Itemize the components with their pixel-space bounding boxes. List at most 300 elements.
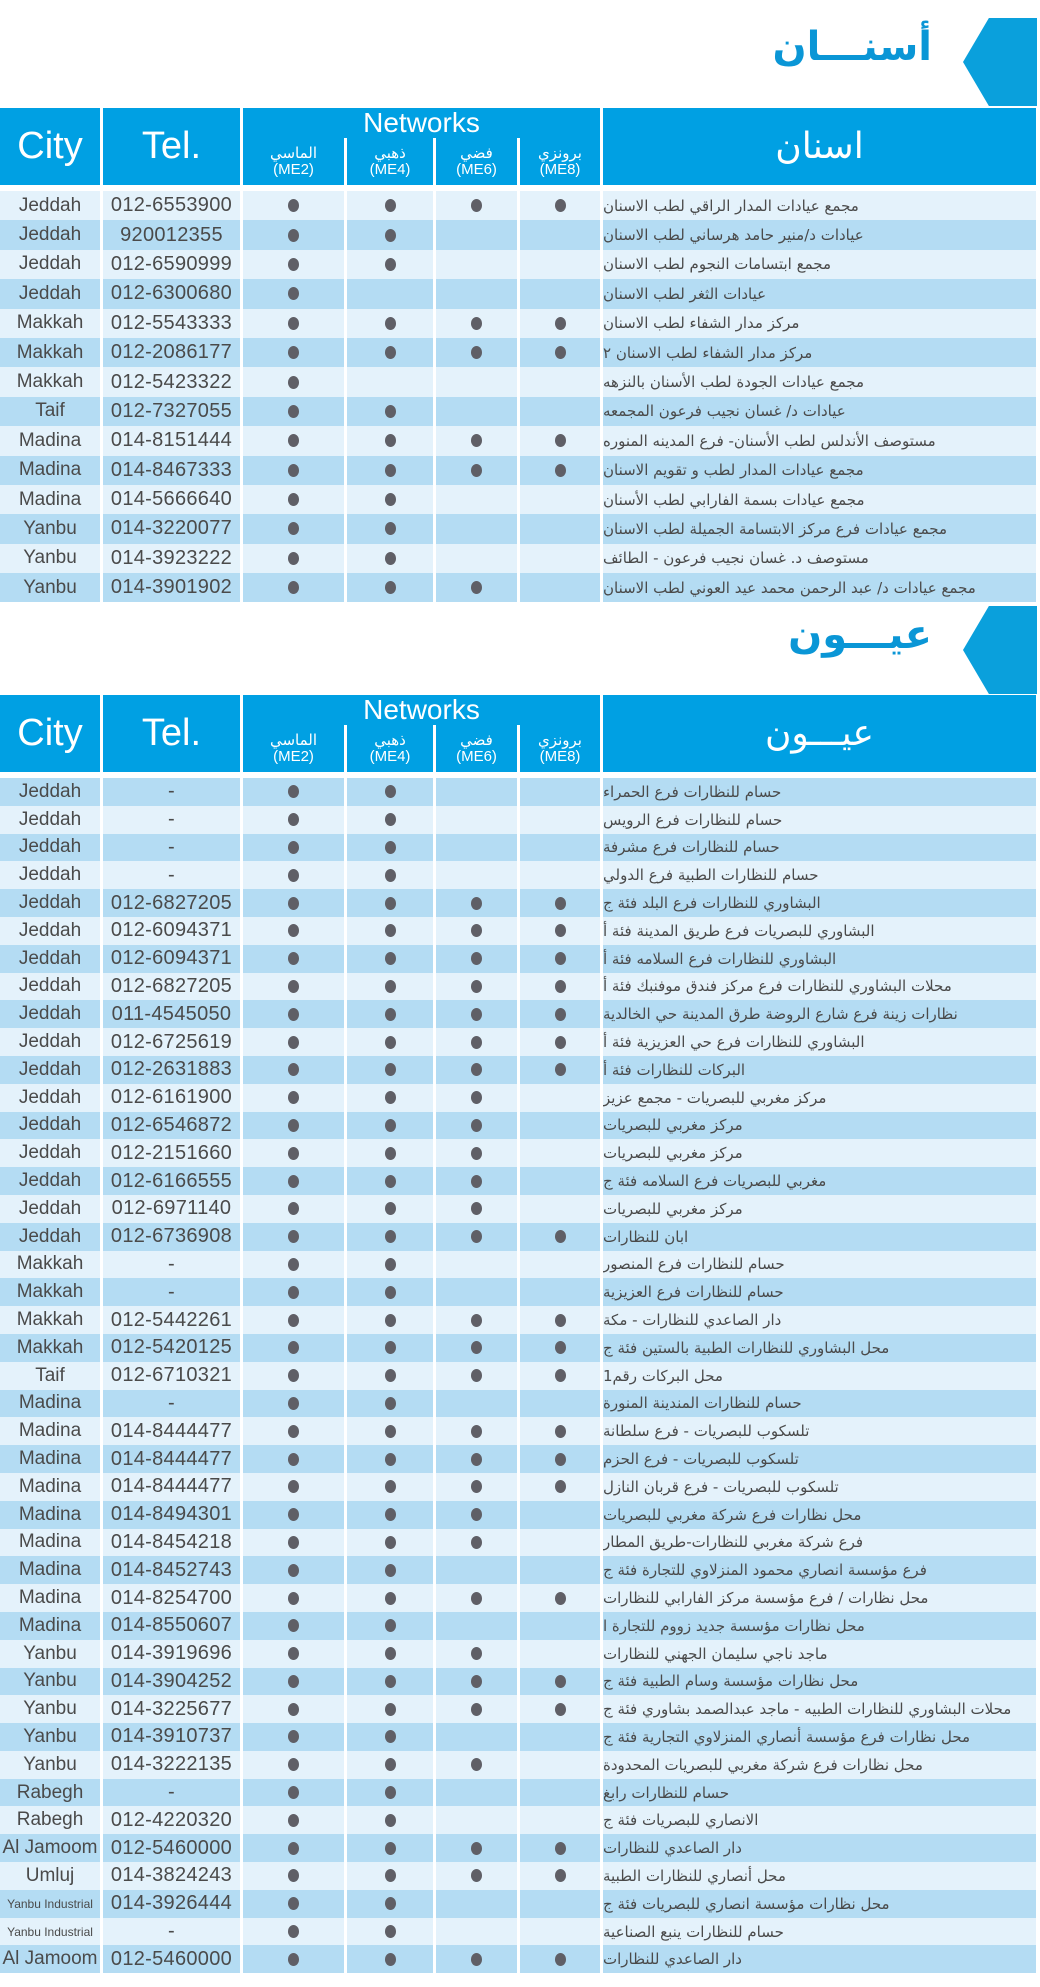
- network-included-dot-icon: [385, 1202, 396, 1215]
- phone-cell: 012-6546872: [103, 1112, 240, 1140]
- provider-name-cell: محل نظارات / فرع مؤسسة مركز الفارابي للنظارات: [603, 1584, 1036, 1612]
- network-cell-me8: [520, 1112, 600, 1140]
- table-row: [0, 1501, 1036, 1529]
- network-included-dot-icon: [385, 1063, 396, 1076]
- network-cell-me2: [243, 1473, 344, 1501]
- network-cell-me2: [243, 338, 344, 367]
- table-row: [0, 1862, 1036, 1890]
- network-cell-me4: [347, 1779, 433, 1807]
- network-cell-me8: [520, 544, 600, 573]
- provider-name-cell: البشاوري للنظارات فرع السلامه فئة أ: [603, 945, 1036, 973]
- provider-name-cell: عيادات د/منير حامد هرساني لطب الاسنان: [603, 220, 1036, 249]
- network-cell-me6: [436, 1695, 517, 1723]
- network-cell-me2: [243, 1445, 344, 1473]
- header-networks: Networks: [243, 108, 600, 138]
- phone-cell: 014-8151444: [103, 426, 240, 455]
- network-included-dot-icon: [288, 980, 299, 993]
- network-included-dot-icon: [288, 1230, 299, 1243]
- network-cell-me6: [436, 917, 517, 945]
- network-included-dot-icon: [471, 1036, 482, 1049]
- network-cell-me4: [347, 338, 433, 367]
- network-cell-me6: [436, 834, 517, 862]
- network-cell-me8: [520, 1501, 600, 1529]
- header-city: City: [0, 695, 100, 772]
- table-row: [0, 1834, 1036, 1862]
- table-row: [0, 1306, 1036, 1334]
- phone-cell: 012-6553900: [103, 191, 240, 220]
- table-row: [0, 1445, 1036, 1473]
- network-included-dot-icon: [385, 522, 396, 535]
- network-included-dot-icon: [471, 1425, 482, 1438]
- city-cell: Yanbu: [0, 573, 100, 602]
- network-cell-me6: [436, 397, 517, 426]
- network-cell-me8: [520, 279, 600, 308]
- network-cell-me6: [436, 1445, 517, 1473]
- network-included-dot-icon: [385, 1036, 396, 1049]
- network-included-dot-icon: [385, 581, 396, 594]
- network-cell-me4: [347, 1084, 433, 1112]
- city-cell: Yanbu: [0, 1668, 100, 1696]
- city-cell: Al Jamoom: [0, 1945, 100, 1973]
- network-included-dot-icon: [555, 346, 566, 359]
- header-provider-name: اسنان: [603, 108, 1036, 185]
- network-included-dot-icon: [288, 1897, 299, 1910]
- provider-name-cell: مجمع عيادات المدار الراقي لطب الاسنان: [603, 191, 1036, 220]
- section-heading: عيـــون: [788, 612, 932, 658]
- city-cell: Jeddah: [0, 806, 100, 834]
- network-cell-me8: [520, 889, 600, 917]
- phone-cell: 012-6827205: [103, 889, 240, 917]
- network-cell-me8: [520, 1945, 600, 1973]
- network-cell-me8: [520, 1751, 600, 1779]
- network-included-dot-icon: [471, 952, 482, 965]
- network-included-dot-icon: [288, 1369, 299, 1382]
- network-cell-me8: [520, 1529, 600, 1557]
- network-included-dot-icon: [288, 1397, 299, 1410]
- network-cell-me8: [520, 397, 600, 426]
- provider-name-cell: تلسكوب للبصريات - فرع قربان النازل: [603, 1473, 1036, 1501]
- network-included-dot-icon: [385, 493, 396, 506]
- network-included-dot-icon: [288, 1341, 299, 1354]
- network-cell-me6: [436, 1945, 517, 1973]
- phone-cell: 014-3926444: [103, 1890, 240, 1918]
- network-included-dot-icon: [288, 1814, 299, 1827]
- table-row: [0, 1223, 1036, 1251]
- provider-name-cell: فرع شركة مغربي للنظارات-طريق المطار: [603, 1529, 1036, 1557]
- provider-name-cell: حسام للنظارات فرع مشرفة: [603, 834, 1036, 862]
- city-cell: Yanbu Industrial: [0, 1918, 100, 1946]
- network-included-dot-icon: [471, 1536, 482, 1549]
- network-cell-me4: [347, 1390, 433, 1418]
- network-cell-me2: [243, 1723, 344, 1751]
- city-cell: Umluj: [0, 1862, 100, 1890]
- network-cell-me6: [436, 191, 517, 220]
- provider-name-cell: الانصاري للبصريات فئة ج: [603, 1806, 1036, 1834]
- network-included-dot-icon: [385, 924, 396, 937]
- network-cell-me8: [520, 1806, 600, 1834]
- phone-cell: 014-8467333: [103, 456, 240, 485]
- network-included-dot-icon: [288, 1758, 299, 1771]
- phone-cell: 014-5666640: [103, 485, 240, 514]
- network-cell-me2: [243, 1000, 344, 1028]
- city-cell: Madina: [0, 1417, 100, 1445]
- network-cell-me2: [243, 573, 344, 602]
- table-row: [0, 1028, 1036, 1056]
- network-included-dot-icon: [471, 1869, 482, 1882]
- network-included-dot-icon: [288, 199, 299, 212]
- phone-cell: 012-6161900: [103, 1084, 240, 1112]
- network-cell-me4: [347, 1556, 433, 1584]
- header-city: City: [0, 108, 100, 185]
- table-row: [0, 1167, 1036, 1195]
- city-cell: Madina: [0, 1612, 100, 1640]
- network-cell-me2: [243, 426, 344, 455]
- phone-cell: 012-6590999: [103, 250, 240, 279]
- network-included-dot-icon: [288, 1786, 299, 1799]
- provider-name-cell: حسام للنظارات فرع العزيزية: [603, 1278, 1036, 1306]
- network-included-dot-icon: [385, 1786, 396, 1799]
- city-cell: Jeddah: [0, 1028, 100, 1056]
- table-row: [0, 1251, 1036, 1279]
- network-included-dot-icon: [288, 897, 299, 910]
- network-included-dot-icon: [555, 1425, 566, 1438]
- phone-cell: 012-6736908: [103, 1223, 240, 1251]
- network-included-dot-icon: [385, 1341, 396, 1354]
- network-cell-me4: [347, 917, 433, 945]
- network-cell-me2: [243, 220, 344, 249]
- phone-cell: 012-5423322: [103, 367, 240, 396]
- tier-arabic-label: ذهبي: [374, 730, 406, 749]
- network-included-dot-icon: [288, 952, 299, 965]
- city-cell: Madina: [0, 1390, 100, 1418]
- provider-name-cell: حسام للنظارات الطبية فرع الدولي: [603, 861, 1036, 889]
- phone-cell: 012-4220320: [103, 1806, 240, 1834]
- network-included-dot-icon: [471, 1480, 482, 1493]
- network-included-dot-icon: [555, 1341, 566, 1354]
- network-cell-me6: [436, 1390, 517, 1418]
- network-cell-me6: [436, 889, 517, 917]
- provider-name-cell: مركز مغربي للبصريات: [603, 1195, 1036, 1223]
- tier-code: (ME8): [539, 160, 581, 178]
- phone-cell: -: [103, 806, 240, 834]
- network-cell-me8: [520, 456, 600, 485]
- network-included-dot-icon: [385, 1592, 396, 1605]
- network-included-dot-icon: [288, 1147, 299, 1160]
- city-cell: Jeddah: [0, 279, 100, 308]
- network-cell-me8: [520, 1862, 600, 1890]
- network-cell-me6: [436, 1612, 517, 1640]
- network-cell-me2: [243, 1195, 344, 1223]
- network-cell-me8: [520, 1362, 600, 1390]
- network-cell-me4: [347, 514, 433, 543]
- network-included-dot-icon: [471, 1647, 482, 1660]
- header-tier-me4: [347, 138, 433, 185]
- network-cell-me6: [436, 806, 517, 834]
- network-included-dot-icon: [288, 1202, 299, 1215]
- phone-cell: 012-6827205: [103, 973, 240, 1001]
- network-cell-me8: [520, 1334, 600, 1362]
- network-cell-me8: [520, 1306, 600, 1334]
- city-cell: Madina: [0, 1445, 100, 1473]
- network-cell-me8: [520, 1779, 600, 1807]
- city-cell: Jeddah: [0, 1167, 100, 1195]
- network-included-dot-icon: [471, 897, 482, 910]
- network-included-dot-icon: [555, 980, 566, 993]
- arrow-tab-icon: [963, 606, 1037, 694]
- provider-name-cell: عيادات د/ غسان نجيب فرعون المجمعه: [603, 397, 1036, 426]
- network-included-dot-icon: [471, 1758, 482, 1771]
- table-row: [0, 220, 1036, 249]
- network-included-dot-icon: [288, 1730, 299, 1743]
- table-row: [0, 861, 1036, 889]
- network-included-dot-icon: [288, 1953, 299, 1966]
- network-cell-me6: [436, 544, 517, 573]
- network-included-dot-icon: [471, 1175, 482, 1188]
- city-cell: Makkah: [0, 1334, 100, 1362]
- network-cell-me8: [520, 250, 600, 279]
- network-included-dot-icon: [471, 1508, 482, 1521]
- network-cell-me2: [243, 1501, 344, 1529]
- network-included-dot-icon: [555, 1842, 566, 1855]
- table-row: [0, 1362, 1036, 1390]
- table-row: [0, 191, 1036, 220]
- network-included-dot-icon: [555, 1480, 566, 1493]
- city-cell: Makkah: [0, 1251, 100, 1279]
- network-included-dot-icon: [471, 434, 482, 447]
- network-included-dot-icon: [385, 317, 396, 330]
- provider-name-cell: مستوصف د. غسان نجيب فرعون - الطائف: [603, 544, 1036, 573]
- table-header: [0, 108, 1036, 188]
- city-cell: Jeddah: [0, 1056, 100, 1084]
- section-title: [0, 18, 1040, 106]
- network-cell-me4: [347, 889, 433, 917]
- network-cell-me6: [436, 220, 517, 249]
- provider-name-cell: البركات للنظارات فئة أ: [603, 1056, 1036, 1084]
- table-row: [0, 1084, 1036, 1112]
- network-included-dot-icon: [471, 1341, 482, 1354]
- network-cell-me2: [243, 834, 344, 862]
- network-cell-me2: [243, 1223, 344, 1251]
- network-cell-me2: [243, 973, 344, 1001]
- network-cell-me4: [347, 1945, 433, 1973]
- network-cell-me6: [436, 1890, 517, 1918]
- network-cell-me2: [243, 889, 344, 917]
- phone-cell: 012-5442261: [103, 1306, 240, 1334]
- network-included-dot-icon: [385, 1758, 396, 1771]
- network-cell-me6: [436, 426, 517, 455]
- provider-name-cell: محل البركات رقم1: [603, 1362, 1036, 1390]
- phone-cell: 014-3225677: [103, 1695, 240, 1723]
- network-cell-me4: [347, 397, 433, 426]
- network-cell-me2: [243, 1556, 344, 1584]
- table-row: [0, 1695, 1036, 1723]
- network-included-dot-icon: [471, 1063, 482, 1076]
- city-cell: Madina: [0, 1473, 100, 1501]
- provider-name-cell: محل نظارات مؤسسة انصاري للبصريات فئة ج: [603, 1890, 1036, 1918]
- provider-name-cell: مركز مدار الشفاء لطب الاسنان: [603, 309, 1036, 338]
- network-cell-me2: [243, 191, 344, 220]
- phone-cell: 012-6094371: [103, 945, 240, 973]
- network-cell-me8: [520, 1668, 600, 1696]
- network-included-dot-icon: [385, 1536, 396, 1549]
- section-heading: أسنـــان: [772, 24, 932, 70]
- city-cell: Makkah: [0, 338, 100, 367]
- phone-cell: -: [103, 834, 240, 862]
- network-cell-me4: [347, 1918, 433, 1946]
- network-included-dot-icon: [288, 552, 299, 565]
- provider-name-cell: محل نظارات فرع مؤسسة أنصاري المنزلاوي التجارية فئة ج: [603, 1723, 1036, 1751]
- provider-name-cell: تلسكوب للبصريات - فرع الحزم: [603, 1445, 1036, 1473]
- network-included-dot-icon: [555, 1953, 566, 1966]
- network-cell-me4: [347, 806, 433, 834]
- network-cell-me8: [520, 367, 600, 396]
- table-row: [0, 1612, 1036, 1640]
- table-row: [0, 1668, 1036, 1696]
- network-cell-me2: [243, 1417, 344, 1445]
- network-cell-me6: [436, 514, 517, 543]
- network-included-dot-icon: [385, 785, 396, 798]
- network-included-dot-icon: [555, 897, 566, 910]
- network-cell-me2: [243, 544, 344, 573]
- network-cell-me8: [520, 191, 600, 220]
- phone-cell: 012-6971140: [103, 1195, 240, 1223]
- city-cell: Yanbu Industrial: [0, 1890, 100, 1918]
- network-included-dot-icon: [385, 1175, 396, 1188]
- phone-cell: 014-3919696: [103, 1640, 240, 1668]
- network-included-dot-icon: [385, 980, 396, 993]
- network-included-dot-icon: [288, 1453, 299, 1466]
- arrow-tab-icon: [963, 18, 1037, 106]
- network-cell-me6: [436, 338, 517, 367]
- network-cell-me4: [347, 945, 433, 973]
- network-cell-me8: [520, 1918, 600, 1946]
- network-cell-me6: [436, 456, 517, 485]
- network-included-dot-icon: [471, 1119, 482, 1132]
- provider-name-cell: حسام للنظارات فرع المنصور: [603, 1251, 1036, 1279]
- network-included-dot-icon: [288, 258, 299, 271]
- network-included-dot-icon: [555, 924, 566, 937]
- network-included-dot-icon: [385, 229, 396, 242]
- network-cell-me8: [520, 1612, 600, 1640]
- network-included-dot-icon: [385, 1091, 396, 1104]
- network-cell-me6: [436, 1334, 517, 1362]
- network-cell-me2: [243, 778, 344, 806]
- network-included-dot-icon: [288, 405, 299, 418]
- city-cell: Rabegh: [0, 1806, 100, 1834]
- table-row: [0, 1417, 1036, 1445]
- provider-name-cell: محل البشاوري للنظارات الطبية بالستين فئة ج: [603, 1334, 1036, 1362]
- header-tel: Tel.: [103, 108, 240, 185]
- network-included-dot-icon: [555, 1703, 566, 1716]
- network-included-dot-icon: [471, 924, 482, 937]
- tier-arabic-label: فضي: [460, 730, 493, 749]
- city-cell: Yanbu: [0, 1640, 100, 1668]
- table-row: [0, 309, 1036, 338]
- city-cell: Yanbu: [0, 514, 100, 543]
- network-included-dot-icon: [385, 1147, 396, 1160]
- network-cell-me8: [520, 1445, 600, 1473]
- provider-name-cell: محل نظارات مؤسسة جديد زووم للتجارة ا: [603, 1612, 1036, 1640]
- network-cell-me6: [436, 367, 517, 396]
- network-included-dot-icon: [555, 464, 566, 477]
- network-cell-me4: [347, 1834, 433, 1862]
- provider-name-cell: محل نظارات فرع شركة مغربي للبصريات: [603, 1501, 1036, 1529]
- network-included-dot-icon: [555, 1675, 566, 1688]
- phone-cell: 920012355: [103, 220, 240, 249]
- provider-name-cell: دار الصاعدي للنظارات - مكة: [603, 1306, 1036, 1334]
- network-cell-me2: [243, 1890, 344, 1918]
- table-row: [0, 1195, 1036, 1223]
- network-cell-me8: [520, 1223, 600, 1251]
- network-cell-me4: [347, 1112, 433, 1140]
- network-cell-me2: [243, 1640, 344, 1668]
- table-row: [0, 1918, 1036, 1946]
- network-included-dot-icon: [288, 287, 299, 300]
- network-cell-me2: [243, 1529, 344, 1557]
- provider-name-cell: مركز مغربي للبصريات - مجمع عزيز: [603, 1084, 1036, 1112]
- provider-name-cell: محلات البشاوري للنظارات الطبيه - ماجد عبدالصمد بشاوري فئة ج: [603, 1695, 1036, 1723]
- phone-cell: -: [103, 861, 240, 889]
- provider-name-cell: مغربي للبصريات فرع السلامه فئة ج: [603, 1167, 1036, 1195]
- network-cell-me2: [243, 1390, 344, 1418]
- network-included-dot-icon: [385, 1230, 396, 1243]
- network-cell-me4: [347, 973, 433, 1001]
- network-cell-me8: [520, 426, 600, 455]
- network-cell-me8: [520, 1139, 600, 1167]
- provider-name-cell: حسام للنظارات فرع الرويس: [603, 806, 1036, 834]
- network-cell-me6: [436, 1084, 517, 1112]
- phone-cell: 012-6725619: [103, 1028, 240, 1056]
- table-row: [0, 397, 1036, 426]
- tier-arabic-label: ذهبي: [374, 143, 406, 162]
- network-cell-me4: [347, 1278, 433, 1306]
- network-cell-me4: [347, 1334, 433, 1362]
- network-included-dot-icon: [471, 1703, 482, 1716]
- network-included-dot-icon: [288, 1314, 299, 1327]
- network-cell-me4: [347, 426, 433, 455]
- city-cell: Madina: [0, 456, 100, 485]
- phone-cell: 014-8444477: [103, 1417, 240, 1445]
- network-cell-me8: [520, 338, 600, 367]
- tier-code: (ME6): [456, 160, 497, 178]
- network-included-dot-icon: [385, 1425, 396, 1438]
- network-cell-me4: [347, 1695, 433, 1723]
- section-title: [0, 606, 1040, 694]
- table-row: [0, 573, 1036, 602]
- network-cell-me2: [243, 1945, 344, 1973]
- network-cell-me2: [243, 279, 344, 308]
- network-included-dot-icon: [288, 1008, 299, 1021]
- provider-name-cell: مركز مغربي للبصريات: [603, 1139, 1036, 1167]
- network-cell-me2: [243, 1862, 344, 1890]
- tier-code: (ME2): [273, 747, 314, 765]
- city-cell: Madina: [0, 426, 100, 455]
- provider-name-cell: حسام للنظارات ينبع الصناعية: [603, 1918, 1036, 1946]
- network-cell-me2: [243, 1668, 344, 1696]
- provider-name-cell: مركز مدار الشفاء لطب الاسنان ٢: [603, 338, 1036, 367]
- network-cell-me2: [243, 485, 344, 514]
- network-cell-me8: [520, 1695, 600, 1723]
- network-included-dot-icon: [555, 434, 566, 447]
- provider-name-cell: محل أنصاري للنظارات الطبية: [603, 1862, 1036, 1890]
- network-included-dot-icon: [288, 1564, 299, 1577]
- network-cell-me8: [520, 973, 600, 1001]
- network-included-dot-icon: [288, 924, 299, 937]
- network-cell-me6: [436, 1167, 517, 1195]
- network-included-dot-icon: [471, 1953, 482, 1966]
- city-cell: Jeddah: [0, 191, 100, 220]
- network-cell-me6: [436, 1501, 517, 1529]
